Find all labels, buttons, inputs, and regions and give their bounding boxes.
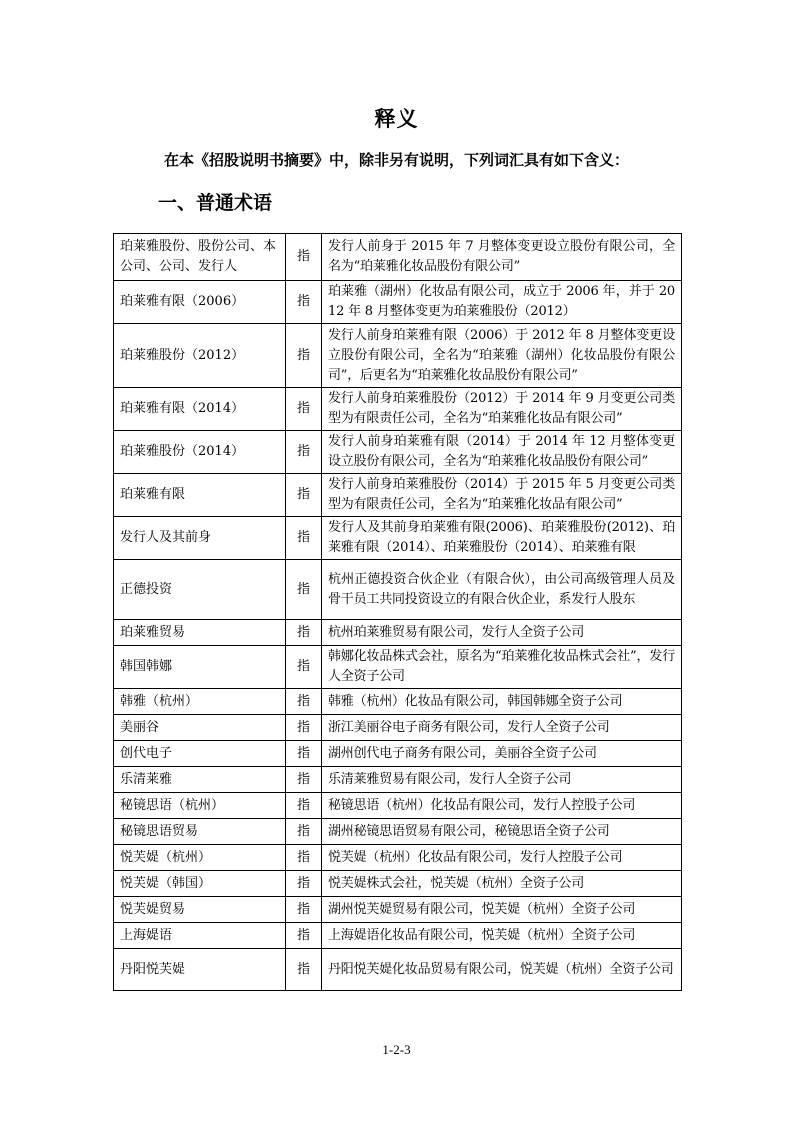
table-row bbox=[114, 646, 682, 689]
marker-cell: 指 bbox=[286, 715, 322, 741]
marker-cell: 指 bbox=[286, 819, 322, 845]
definition-cell: 丹阳悦芙媞化妆品贸易有限公司，悦芙媞（杭州）全资子公司 bbox=[322, 949, 682, 991]
section-heading: 一、普通术语 bbox=[158, 192, 273, 214]
marker-cell: 指 bbox=[286, 560, 322, 620]
term-cell: 创代电子 bbox=[114, 741, 286, 767]
definition-cell: 发行人前身珀莱雅有限（2006）于 2012 年 8 月整体变更设立股份有限公司，全名为“珀莱雅（湖州）化妆品股份有限公司”，后更名为“珀莱雅化妆品股份有限公司” bbox=[322, 324, 682, 388]
term-cell: 珀莱雅有限（2014） bbox=[114, 388, 286, 431]
marker-cell: 指 bbox=[286, 949, 322, 991]
table-row bbox=[114, 741, 682, 767]
table-row bbox=[114, 871, 682, 897]
definition-cell: 悦芙媞（杭州）化妆品有限公司，发行人控股子公司 bbox=[322, 845, 682, 871]
term-cell: 珀莱雅股份（2014） bbox=[114, 431, 286, 474]
marker-cell: 指 bbox=[286, 767, 322, 793]
definition-cell: 发行人及其前身珀莱雅有限(2006)、珀莱雅股份(2012)、珀莱雅有限（2014）、珀莱雅股份（2014）、珀莱雅有限 bbox=[322, 517, 682, 560]
marker-cell: 指 bbox=[286, 324, 322, 388]
table-row bbox=[114, 431, 682, 474]
term-cell: 发行人及其前身 bbox=[114, 517, 286, 560]
table-row bbox=[114, 620, 682, 646]
table-row bbox=[114, 845, 682, 871]
marker-cell: 指 bbox=[286, 388, 322, 431]
term-cell: 韩雅（杭州） bbox=[114, 689, 286, 715]
definitions-table-body bbox=[114, 234, 682, 991]
marker-cell: 指 bbox=[286, 620, 322, 646]
term-cell: 珀莱雅有限 bbox=[114, 474, 286, 517]
definition-cell: 发行人前身珀莱雅股份（2012）于 2014 年 9 月变更公司类型为有限责任公司，全名为“珀莱雅化妆品有限公司” bbox=[322, 388, 682, 431]
definition-cell: 发行人前身珀莱雅有限（2014）于 2014 年 12 月整体变更设立股份有限公司，全名为“珀莱雅化妆品股份有限公司” bbox=[322, 431, 682, 474]
marker-cell: 指 bbox=[286, 741, 322, 767]
marker-cell: 指 bbox=[286, 281, 322, 324]
table-row bbox=[114, 474, 682, 517]
term-cell: 韩国韩娜 bbox=[114, 646, 286, 689]
table-row bbox=[114, 388, 682, 431]
term-cell: 珀莱雅股份（2012） bbox=[114, 324, 286, 388]
term-cell: 悦芙媞（杭州） bbox=[114, 845, 286, 871]
page-title: 释义 bbox=[374, 107, 419, 131]
definition-cell: 乐清莱雅贸易有限公司，发行人全资子公司 bbox=[322, 767, 682, 793]
table-row bbox=[114, 234, 682, 281]
definition-cell: 杭州珀莱雅贸易有限公司，发行人全资子公司 bbox=[322, 620, 682, 646]
marker-cell: 指 bbox=[286, 474, 322, 517]
marker-cell: 指 bbox=[286, 845, 322, 871]
term-cell: 美丽谷 bbox=[114, 715, 286, 741]
marker-cell: 指 bbox=[286, 517, 322, 560]
marker-cell: 指 bbox=[286, 897, 322, 923]
marker-cell: 指 bbox=[286, 431, 322, 474]
marker-cell: 指 bbox=[286, 234, 322, 281]
definition-cell: 湖州秘镜思语贸易有限公司，秘镜思语全资子公司 bbox=[322, 819, 682, 845]
table-row bbox=[114, 517, 682, 560]
page-number: 1-2-3 bbox=[382, 1042, 411, 1057]
marker-cell: 指 bbox=[286, 646, 322, 689]
term-cell: 珀莱雅贸易 bbox=[114, 620, 286, 646]
table-row bbox=[114, 767, 682, 793]
marker-cell: 指 bbox=[286, 923, 322, 949]
definition-cell: 悦芙媞株式会社，悦芙媞（杭州）全资子公司 bbox=[322, 871, 682, 897]
table-row bbox=[114, 819, 682, 845]
marker-cell: 指 bbox=[286, 871, 322, 897]
definition-cell: 上海媞语化妆品有限公司，悦芙媞（杭州）全资子公司 bbox=[322, 923, 682, 949]
term-cell: 悦芙媞贸易 bbox=[114, 897, 286, 923]
definition-cell: 发行人前身于 2015 年 7 月整体变更设立股份有限公司，全名为“珀莱雅化妆品股份有限公司” bbox=[322, 234, 682, 281]
term-cell: 正德投资 bbox=[114, 560, 286, 620]
definition-cell: 发行人前身珀莱雅股份（2014）于 2015 年 5 月变更公司类型为有限责任公司，全名为“珀莱雅化妆品有限公司” bbox=[322, 474, 682, 517]
definition-cell: 韩娜化妆品株式会社，原名为“珀莱雅化妆品株式会社”，发行人全资子公司 bbox=[322, 646, 682, 689]
table-row bbox=[114, 949, 682, 991]
definition-cell: 韩雅（杭州）化妆品有限公司，韩国韩娜全资子公司 bbox=[322, 689, 682, 715]
table-row bbox=[114, 324, 682, 388]
term-cell: 乐清莱雅 bbox=[114, 767, 286, 793]
term-cell: 秘镜思语（杭州） bbox=[114, 793, 286, 819]
table-row bbox=[114, 897, 682, 923]
term-cell: 珀莱雅有限（2006） bbox=[114, 281, 286, 324]
definition-cell: 杭州正德投资合伙企业（有限合伙），由公司高级管理人员及骨干员工共同投资设立的有限合伙企业，系发行人股东 bbox=[322, 560, 682, 620]
marker-cell: 指 bbox=[286, 793, 322, 819]
term-cell: 秘镜思语贸易 bbox=[114, 819, 286, 845]
term-cell: 丹阳悦芙媞 bbox=[114, 949, 286, 991]
definition-cell: 湖州创代电子商务有限公司，美丽谷全资子公司 bbox=[322, 741, 682, 767]
definition-cell: 湖州悦芙媞贸易有限公司，悦芙媞（杭州）全资子公司 bbox=[322, 897, 682, 923]
definition-cell: 珀莱雅（湖州）化妆品有限公司，成立于 2006 年，并于 2012 年 8 月整体变更为珀莱雅股份（2012） bbox=[322, 281, 682, 324]
intro-text: 在本《招股说明书摘要》中，除非另有说明，下列词汇具有如下含义： bbox=[163, 151, 629, 169]
table-row bbox=[114, 689, 682, 715]
table-row bbox=[114, 923, 682, 949]
table-row bbox=[114, 560, 682, 620]
marker-cell: 指 bbox=[286, 689, 322, 715]
table-row bbox=[114, 715, 682, 741]
term-cell: 上海媞语 bbox=[114, 923, 286, 949]
table-row bbox=[114, 281, 682, 324]
term-cell: 悦芙媞（韩国） bbox=[114, 871, 286, 897]
term-cell: 珀莱雅股份、股份公司、本公司、公司、发行人 bbox=[114, 234, 286, 281]
definitions-table bbox=[113, 233, 682, 991]
table-row bbox=[114, 793, 682, 819]
definition-cell: 秘镜思语（杭州）化妆品有限公司，发行人控股子公司 bbox=[322, 793, 682, 819]
definition-cell: 浙江美丽谷电子商务有限公司，发行人全资子公司 bbox=[322, 715, 682, 741]
